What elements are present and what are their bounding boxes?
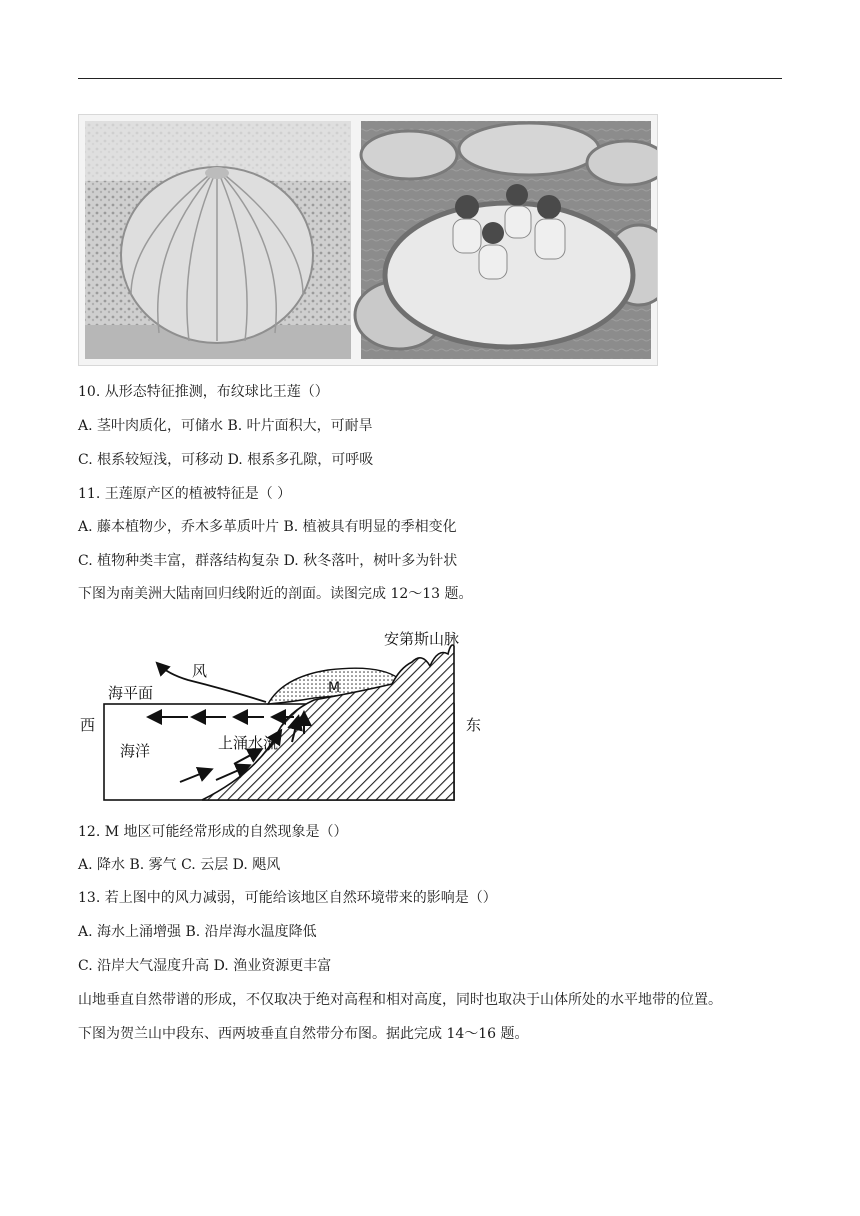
- cactus-photo: [85, 121, 351, 359]
- label-mountain: 安第斯山脉: [384, 630, 460, 648]
- plant-photos: [78, 114, 658, 366]
- wind-arrow: [158, 664, 266, 702]
- q13-options-ab: A. 海水上涌增强 B. 沿岸海水温度降低: [78, 924, 317, 940]
- q10-stem: 10. 从形态特征推测，布纹球比王莲（）: [78, 384, 329, 400]
- q12-stem: 12. M 地区可能经常形成的自然现象是（）: [78, 824, 348, 840]
- andes-cross-section: [78, 622, 498, 806]
- label-upwelling: 上涌水流: [218, 734, 279, 752]
- header-rule: [78, 78, 782, 79]
- q11-options-ab: A. 藤本植物少，乔木多革质叶片 B. 植被具有明显的季相变化: [78, 519, 457, 535]
- q10-options-ab: A. 茎叶肉质化，可储水 B. 叶片面积大，可耐旱: [78, 418, 373, 434]
- label-ocean: 海洋: [120, 742, 151, 760]
- q11-stem: 11. 王莲原产区的植被特征是（ ）: [78, 486, 292, 502]
- q10-options-cd: C. 根系较短浅，可移动 D. 根系多孔隙，可呼吸: [78, 452, 374, 468]
- q12-options: A. 降水 B. 雾气 C. 云层 D. 飓风: [78, 857, 281, 873]
- q11-options-cd: C. 植物种类丰富，群落结构复杂 D. 秋冬落叶，树叶多为针状: [78, 553, 458, 569]
- q13-options-cd: C. 沿岸大气湿度升高 D. 渔业资源更丰富: [78, 958, 332, 974]
- label-sea-level: 海平面: [108, 684, 154, 702]
- intro-12-13: 下图为南美洲大陆南回归线附近的剖面。读图完成 12～13 题。: [78, 586, 473, 602]
- intro-14-16-a: 山地垂直自然带谱的形成，不仅取决于绝对高程和相对高度，同时也取决于山体所处的水平地带的位置。: [78, 992, 722, 1008]
- label-wind: 风: [192, 662, 208, 680]
- label-m: M: [328, 680, 341, 696]
- label-west: 西: [80, 716, 96, 734]
- intro-14-16-b: 下图为贺兰山中段东、西两坡垂直自然带分布图。据此完成 14～16 题。: [78, 1026, 529, 1042]
- label-east: 东: [466, 716, 482, 734]
- q13-stem: 13. 若上图中的风力减弱，可能给该地区自然环境带来的影响是（）: [78, 890, 497, 906]
- water-lily-photo: [355, 121, 657, 359]
